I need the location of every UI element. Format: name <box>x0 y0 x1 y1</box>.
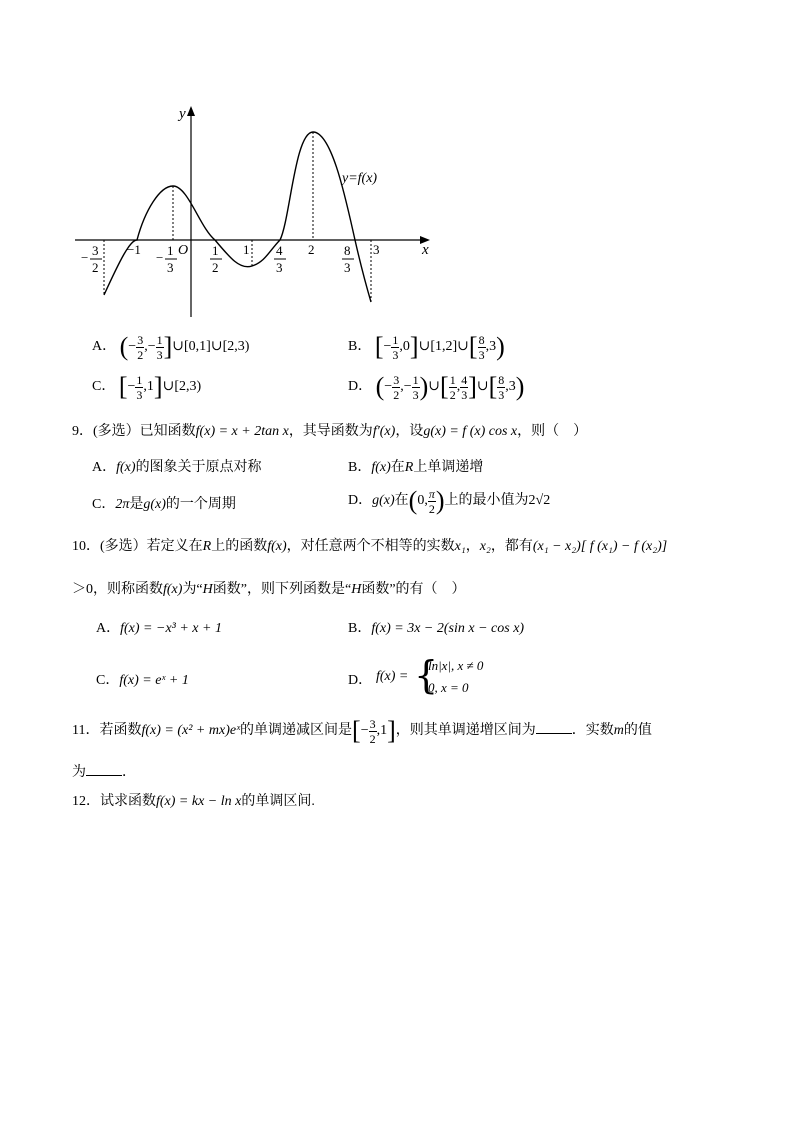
q9-option-d[interactable]: D．g(x)在(0, $\frac{\pi}{2}$ )上的最小值为2√2 <box>348 486 551 516</box>
q12-stem: 12．试求函数f(x) = kx − ln x的单调区间. <box>72 794 315 809</box>
option-label: B． <box>348 460 372 475</box>
option-label: D． <box>348 493 373 508</box>
tick-one-half <box>210 243 222 275</box>
tick-four-thirds <box>274 243 286 275</box>
svg-text:3: 3 <box>276 260 283 275</box>
answer-blank-1[interactable] <box>536 721 572 734</box>
option-text: ∪[0,1]∪[2,3) <box>172 339 250 354</box>
function-graph <box>70 100 440 320</box>
svg-text:1: 1 <box>167 243 174 258</box>
q9-option-b[interactable]: B．f(x)在R上单调递增 <box>348 460 484 475</box>
tick-three: 3 <box>373 242 380 257</box>
svg-text:3: 3 <box>344 260 351 275</box>
origin-label: O <box>178 243 189 258</box>
svg-text:2: 2 <box>212 260 219 275</box>
option-label: D． <box>348 673 373 688</box>
option-label: B． <box>348 339 372 354</box>
q8-option-a[interactable]: A． (− $\frac{3}{2}$ ,− $\frac{1}{3}$ ]∪[0,1]∪[2,3) <box>92 332 250 362</box>
y-axis-label: y <box>179 106 186 122</box>
option-label: D． <box>348 379 373 394</box>
q10-stem-line1: 10．(多选）若定义在R上的函数f(x)，对任意两个不相等的实数x₁，x₂，都有(x₁ − x₂)[ f (x₁) − f (x₂)] <box>72 539 668 554</box>
tick-neg-one-third <box>156 243 177 275</box>
tick-neg-one: −1 <box>127 242 141 257</box>
q8-option-d[interactable]: D． (− $\frac{3}{2}$ ,− $\frac{1}{3}$ )∪[ $\frac{1}{2}$ , $\frac{4}{3}$ ]∪[ $\frac{8}{3}$ ,3) <box>348 372 525 402</box>
q10-option-a[interactable]: A．f(x) = −x³ + x + 1 <box>96 621 222 636</box>
y-axis-arrow <box>187 106 195 116</box>
svg-text:3: 3 <box>92 243 99 258</box>
curve-f <box>104 132 371 302</box>
q9-option-c[interactable]: C．2π是g(x)的一个周期 <box>92 497 236 512</box>
q9-option-a[interactable]: A．f(x)的图象关于原点对称 <box>92 460 262 475</box>
svg-text:3: 3 <box>167 260 174 275</box>
tick-one: 1 <box>243 242 250 257</box>
option-label: C． <box>92 379 116 394</box>
option-label: A． <box>96 621 121 636</box>
svg-text:2: 2 <box>92 260 99 275</box>
option-label: A． <box>92 460 117 475</box>
option-label: C． <box>92 497 116 512</box>
svg-text:−: − <box>156 250 164 265</box>
svg-text:−: − <box>81 250 89 265</box>
answer-blank-2[interactable] <box>86 763 122 776</box>
option-label: A． <box>92 339 117 354</box>
q8-option-c[interactable]: C． [− $\frac{1}{3}$ ,1]∪[2,3) <box>92 372 202 402</box>
q10-option-c[interactable]: C．f(x) = eˣ + 1 <box>96 673 189 688</box>
q10-option-b[interactable]: B．f(x) = 3x − 2(sin x − cos x) <box>348 621 525 636</box>
curve-label: y=f(x) <box>342 171 378 186</box>
q11-stem-line2: 为 ． <box>72 765 136 780</box>
x-axis-label: x <box>422 242 429 258</box>
option-label: B． <box>348 621 372 636</box>
tick-neg-three-half <box>81 243 102 275</box>
q10-stem-line2: ＞0，则称函数f(x)为“H函数”，则下列函数是“H函数”的有（ ） <box>72 582 466 597</box>
q11-stem-line1: 11．若函数f(x) = (x² + mx)eˣ的单调递减区间是[− $\frac{3}{2}$ ,1]，则其单调递增区间为 ．实数m的值 <box>72 716 652 746</box>
q8-option-b[interactable]: B． [− $\frac{1}{3}$ ,0]∪[1,2]∪[ $\frac{8}{3}$ ,3) <box>348 332 505 362</box>
svg-text:1: 1 <box>212 243 219 258</box>
tick-two: 2 <box>308 242 315 257</box>
tick-eight-thirds <box>342 243 354 275</box>
svg-text:4: 4 <box>276 243 283 258</box>
option-label: C． <box>96 673 120 688</box>
svg-text:8: 8 <box>344 243 351 258</box>
q9-stem: 9．(多选）已知函数f(x) = x + 2tan x，其导函数为f′(x)，设g(x) = f (x) cos x，则（ ） <box>72 424 588 439</box>
